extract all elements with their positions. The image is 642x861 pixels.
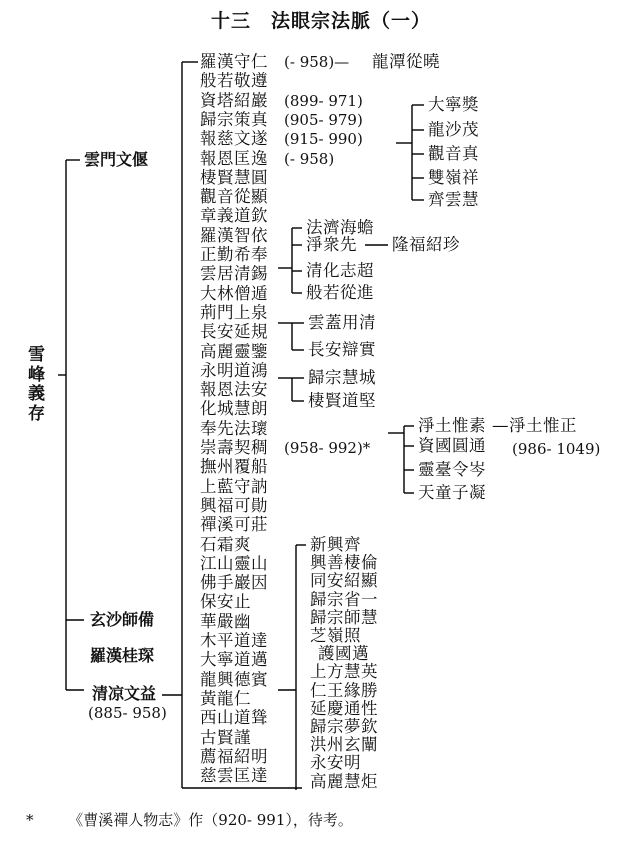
- disciple-heir: 龍潭從曉: [372, 52, 440, 71]
- disciple-name: 觀音從顯: [200, 187, 268, 206]
- disciple-name: 長安延規: [200, 322, 268, 341]
- late-disciple-name: 護國邁: [318, 644, 369, 663]
- wensui-heir-4: 雙嶺祥: [428, 168, 479, 187]
- disciple-name: 龍興德賓: [200, 670, 268, 689]
- disciple-name: 報慈文遂: [200, 129, 268, 148]
- late-disciple-name: 永安明: [310, 753, 361, 772]
- qichou-heir-1: 淨土惟素: [418, 416, 486, 435]
- disciple-dates: (899- 971): [284, 92, 363, 110]
- wensui-heir-5: 齊雲慧: [428, 190, 479, 209]
- weisu-heir: —淨土惟正: [492, 416, 577, 435]
- wensui-heir-2: 龍沙茂: [428, 120, 479, 139]
- disciple-dates: (- 958): [284, 150, 335, 168]
- qingxi-heir-2: 淨衆先: [306, 235, 357, 254]
- disciple-name: 高麗靈鑒: [200, 342, 268, 361]
- yuantong-dates: (986- 1049): [512, 440, 601, 458]
- disciple-name: 上藍守訥: [200, 477, 268, 496]
- disciple-name: 羅漢守仁: [200, 52, 268, 71]
- yangui-heir-1: 雲蓋用清: [308, 313, 376, 332]
- late-disciple-name: 歸宗夢欽: [310, 717, 378, 736]
- qichou-heir-4: 天童子凝: [418, 483, 486, 502]
- disciple-name: 大林僧遁: [200, 284, 268, 303]
- late-disciple-name: 洪州玄闡: [310, 735, 378, 754]
- disciple-dates: (905- 979): [284, 111, 363, 129]
- qingxi-heir-1: 法濟海蟾: [306, 218, 374, 237]
- qichou-heir-3: 靈臺令岑: [418, 460, 486, 479]
- heir-luohan: 羅漢桂琛: [90, 646, 155, 665]
- disciple-name: 古賢謹: [200, 728, 251, 747]
- disciple-name: 永明道鴻: [200, 361, 268, 380]
- disciple-name: 奉先法瓌: [200, 419, 268, 438]
- disciple-name: 荊門上泉: [200, 303, 268, 322]
- disciple-dates: (958- 992)*: [284, 439, 371, 457]
- disciple-name: 正勤希奉: [200, 245, 268, 264]
- disciple-name: 黃龍仁: [200, 689, 251, 708]
- faan-heir-1: 歸宗慧城: [308, 368, 376, 387]
- footnote-text: 《曹溪禪人物志》作（920- 991），待考。: [68, 811, 353, 829]
- late-disciple-name: 歸宗省一: [310, 590, 378, 609]
- disciple-name: 華嚴幽: [200, 612, 251, 631]
- disciple-name: 石霜爽: [200, 535, 251, 554]
- disciple-name: 江山靈山: [200, 554, 268, 573]
- heir-yunmen: 雲門文偃: [84, 150, 149, 169]
- disciple-dates: (- 958)—: [284, 53, 350, 71]
- disciple-name: 棲賢慧圓: [200, 168, 268, 187]
- footnote: [26, 813, 353, 828]
- disciple-name: 化城慧朗: [200, 399, 268, 418]
- disciple-name: 薦福紹明: [200, 747, 268, 766]
- disciple-name: 資塔紹巖: [200, 91, 268, 110]
- disciple-name: 西山道聳: [200, 708, 268, 727]
- heir-qingliang: 清凉文益: [92, 684, 157, 703]
- disciple-name: 保安止: [200, 592, 251, 611]
- faan-heir-2: 棲賢道堅: [308, 391, 376, 410]
- disciple-name: 章義道欽: [200, 206, 268, 225]
- disciple-name: 報恩匡逸: [200, 149, 268, 168]
- disciple-name: 慈雲匡達: [200, 766, 268, 785]
- page-title: 十三 法眼宗法脈（一）: [210, 10, 431, 32]
- jingzhongxian-heir: 隆福紹珍: [392, 235, 460, 254]
- late-disciple-name: 同安紹顯: [310, 571, 378, 590]
- late-disciple-name: 新興齊: [310, 535, 361, 554]
- late-disciple-name: 興善棲倫: [310, 553, 378, 572]
- disciple-name: 報恩法安: [200, 380, 268, 399]
- late-disciple-name: 仁王緣勝: [310, 681, 378, 700]
- disciple-name: 木平道達: [200, 631, 268, 650]
- disciple-name: 佛手巖因: [200, 573, 268, 592]
- late-disciple-name: 歸宗師慧: [310, 608, 378, 627]
- footnote-mark: *: [26, 811, 34, 829]
- wensui-heir-1: 大寧獎: [428, 95, 479, 114]
- disciple-name: 大寧道邁: [200, 650, 268, 669]
- qingxi-heir-3: 清化志超: [306, 261, 374, 280]
- disciple-name: 禪溪可莊: [200, 515, 268, 534]
- late-disciple-name: 芝嶺照: [310, 626, 361, 645]
- disciple-name: 撫州覆船: [200, 457, 268, 476]
- heir-xuansha: 玄沙師備: [90, 610, 155, 629]
- qingxi-heir-4: 般若從進: [306, 283, 374, 302]
- disciple-name: 雲居清錫: [200, 264, 268, 283]
- disciple-name: 歸宗策真: [200, 110, 268, 129]
- root-master: 雪峰義存: [28, 345, 45, 424]
- disciple-name: 興福可勛: [200, 496, 268, 515]
- disciple-name: 羅漢智依: [200, 226, 268, 245]
- late-disciple-name: 延慶通性: [310, 699, 378, 718]
- qichou-heir-2: 資國圓通: [418, 436, 486, 455]
- disciple-name: 般若敬遵: [200, 71, 268, 90]
- late-disciple-name: 上方慧英: [310, 662, 378, 681]
- late-disciple-name: 高麗慧炬: [310, 772, 378, 791]
- yangui-heir-2: 長安辯實: [308, 340, 376, 359]
- wensui-heir-3: 觀音真: [428, 144, 479, 163]
- heir-qingliang-dates: (885- 958): [88, 704, 167, 722]
- disciple-dates: (915- 990): [284, 130, 363, 148]
- disciple-name: 崇壽契稠: [200, 438, 268, 457]
